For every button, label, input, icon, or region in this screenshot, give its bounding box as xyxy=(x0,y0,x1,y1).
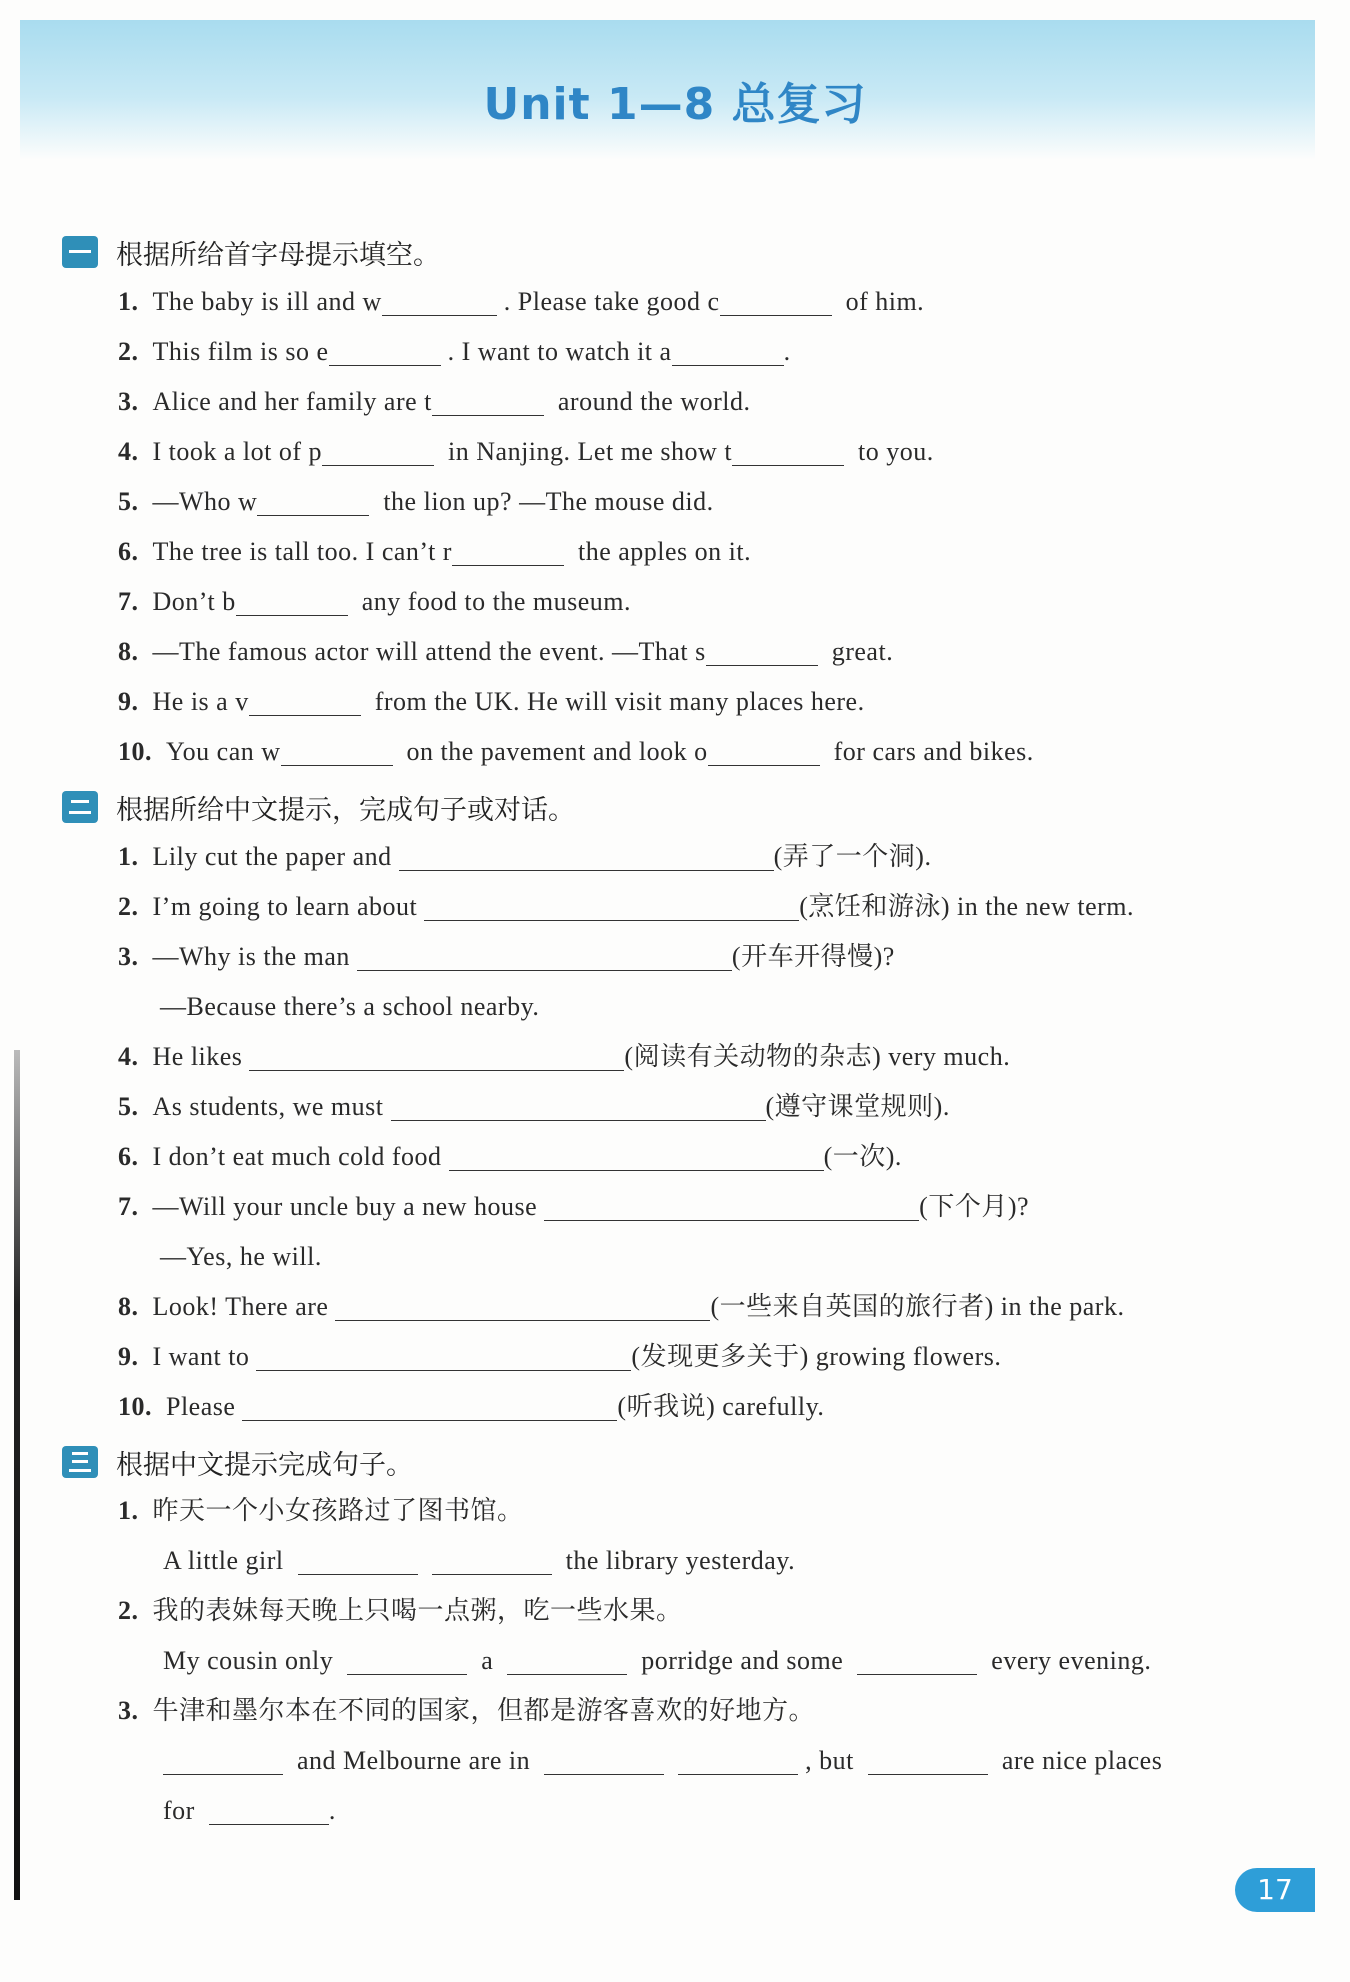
section-one-icon xyxy=(62,236,98,268)
answer-blank[interactable] xyxy=(432,1548,552,1575)
answer-blank[interactable] xyxy=(329,339,441,366)
answer-blank[interactable] xyxy=(391,1094,766,1121)
s3-item-3-chinese: 3. 牛津和墨尔本在不同的国家，但都是游客喜欢的好地方。 xyxy=(118,1696,816,1725)
s2-item-9: 9. I want to (发现更多关于) growing flowers. xyxy=(118,1342,1002,1371)
answer-blank[interactable] xyxy=(322,439,434,466)
answer-blank[interactable] xyxy=(706,639,818,666)
answer-blank[interactable] xyxy=(432,389,544,416)
s2-item-2: 2. I’m going to learn about (烹饪和游泳) in the new term. xyxy=(118,892,1134,921)
s1-item-6: 6. The tree is tall too. I can’t r the apples on it. xyxy=(118,537,752,566)
s2-item-1: 1. Lily cut the paper and (弄了一个洞). xyxy=(118,842,932,871)
answer-blank[interactable] xyxy=(242,1394,617,1421)
answer-blank[interactable] xyxy=(256,1344,631,1371)
answer-blank[interactable] xyxy=(544,1748,664,1775)
section-two-icon xyxy=(62,791,98,823)
s1-item-8: 8. —The famous actor will attend the event. —That s great. xyxy=(118,637,894,666)
answer-blank[interactable] xyxy=(708,739,820,766)
s1-item-1: 1. The baby is ill and w . Please take good c of him. xyxy=(118,287,925,316)
answer-blank[interactable] xyxy=(163,1748,283,1775)
s1-item-4: 4. I took a lot of p in Nanjing. Let me show t to you. xyxy=(118,437,934,466)
answer-blank[interactable] xyxy=(257,489,369,516)
s1-item-5: 5. —Who w the lion up? —The mouse did. xyxy=(118,487,714,516)
s1-item-3: 3. Alice and her family are t around the world. xyxy=(118,387,751,416)
section-2-title: 根据所给中文提示，完成句子或对话。 xyxy=(116,794,575,826)
s2-item-8: 8. Look! There are (一些来自英国的旅行者) in the park. xyxy=(118,1292,1125,1321)
s1-item-10: 10. You can w on the pavement and look o for cars and bikes. xyxy=(118,737,1034,766)
s3-item-1-chinese: 1. 昨天一个小女孩路过了图书馆。 xyxy=(118,1496,524,1525)
section-3-heading xyxy=(62,1442,413,1482)
s2-item-7-answer: —Yes, he will. xyxy=(160,1242,322,1271)
answer-blank[interactable] xyxy=(544,1194,919,1221)
answer-blank[interactable] xyxy=(347,1648,467,1675)
s1-item-2: 2. This film is so e . I want to watch it a . xyxy=(118,337,791,366)
s3-item-3-english: and Melbourne are in , but are nice places xyxy=(163,1742,1162,1780)
binding-shadow xyxy=(14,1050,20,1900)
answer-blank[interactable] xyxy=(249,1044,624,1071)
page-number: 17 xyxy=(1235,1868,1315,1912)
answer-blank[interactable] xyxy=(678,1748,798,1775)
s3-item-1-english: A little girl the library yesterday. xyxy=(163,1546,796,1575)
page-title: Unit 1—8 总复习 xyxy=(483,79,867,130)
answer-blank[interactable] xyxy=(382,289,497,316)
answer-blank[interactable] xyxy=(507,1648,627,1675)
answer-blank[interactable] xyxy=(868,1748,988,1775)
answer-blank[interactable] xyxy=(449,1144,824,1171)
s3-item-2-english: My cousin only a porridge and some every evening. xyxy=(163,1646,1152,1675)
answer-blank[interactable] xyxy=(399,844,774,871)
section-1-heading xyxy=(62,232,440,272)
answer-blank[interactable] xyxy=(720,289,832,316)
s2-item-5: 5. As students, we must (遵守课堂规则). xyxy=(118,1092,950,1121)
s2-item-7: 7. —Will your uncle buy a new house (下个月)? xyxy=(118,1192,1030,1221)
s1-item-9: 9. He is a v from the UK. He will visit many places here. xyxy=(118,687,865,716)
answer-blank[interactable] xyxy=(249,689,361,716)
s2-item-6: 6. I don’t eat much cold food (一次). xyxy=(118,1142,902,1171)
answer-blank[interactable] xyxy=(357,944,732,971)
answer-blank[interactable] xyxy=(335,1294,710,1321)
s2-item-10: 10. Please (听我说) carefully. xyxy=(118,1392,825,1421)
section-2-heading xyxy=(62,787,575,827)
s1-item-7: 7. Don’t b any food to the museum. xyxy=(118,587,631,616)
section-1-title: 根据所给首字母提示填空。 xyxy=(116,239,440,271)
s3-item-3-english-cont: for . xyxy=(163,1796,336,1825)
s2-item-3: 3. —Why is the man (开车开得慢)? xyxy=(118,942,895,971)
s2-item-4: 4. He likes (阅读有关动物的杂志) very much. xyxy=(118,1042,1011,1071)
answer-blank[interactable] xyxy=(209,1798,329,1825)
section-three-icon xyxy=(62,1446,98,1478)
answer-blank[interactable] xyxy=(857,1648,977,1675)
answer-blank[interactable] xyxy=(236,589,348,616)
s2-item-3-answer: —Because there’s a school nearby. xyxy=(160,992,540,1021)
answer-blank[interactable] xyxy=(281,739,393,766)
answer-blank[interactable] xyxy=(424,894,799,921)
section-3-title: 根据中文提示完成句子。 xyxy=(116,1449,413,1481)
s3-item-2-chinese: 2. 我的表妹每天晚上只喝一点粥，吃一些水果。 xyxy=(118,1596,683,1625)
answer-blank[interactable] xyxy=(672,339,784,366)
answer-blank[interactable] xyxy=(732,439,844,466)
answer-blank[interactable] xyxy=(452,539,564,566)
answer-blank[interactable] xyxy=(298,1548,418,1575)
